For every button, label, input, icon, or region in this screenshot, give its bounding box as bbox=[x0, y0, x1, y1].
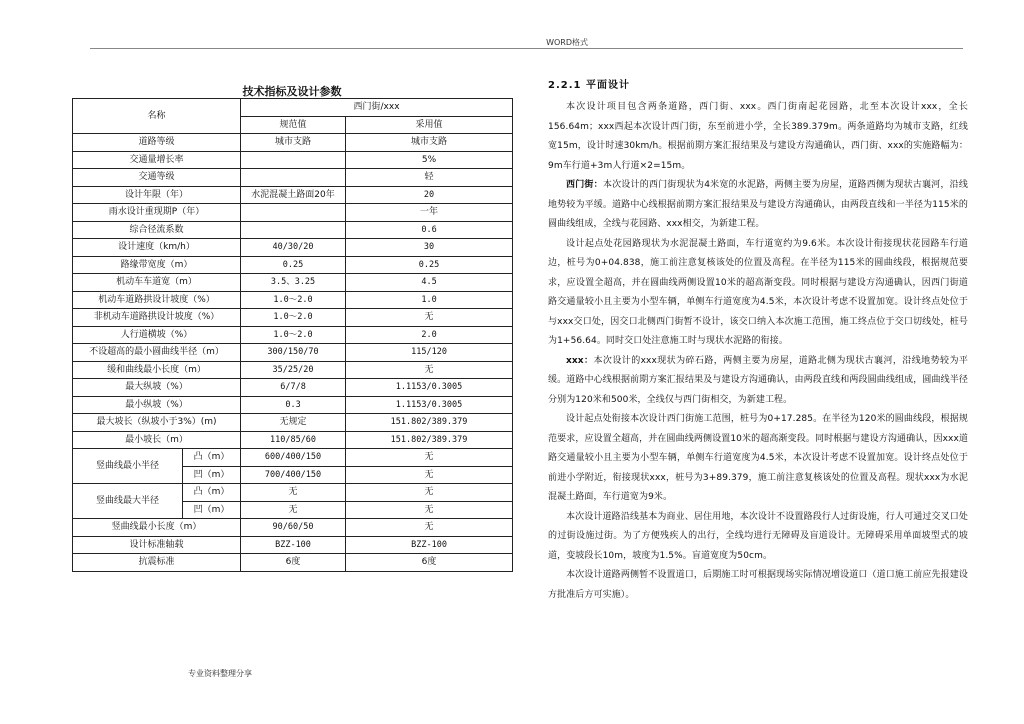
section-title: 2.2.1 平面设计 bbox=[548, 80, 630, 91]
column-header-used: 采用值 bbox=[346, 116, 513, 134]
table-row bbox=[73, 291, 513, 309]
footer-note: 专业资料整理分享 bbox=[188, 669, 252, 678]
table-row bbox=[73, 344, 513, 362]
table-row bbox=[73, 274, 513, 292]
row-spec-value bbox=[241, 151, 346, 169]
row-spec-value: 水泥混凝土路面20年 bbox=[241, 186, 346, 204]
row-used-value: 5% bbox=[346, 151, 513, 169]
row-name: 最小坡长（m） bbox=[73, 431, 241, 449]
row-used-value: 0.25 bbox=[346, 256, 513, 274]
row-subname: 凹（m） bbox=[183, 501, 241, 519]
table-row bbox=[73, 396, 513, 414]
table-row bbox=[73, 519, 513, 537]
row-used-value: 2.0 bbox=[346, 326, 513, 344]
table-title: 技术指标及设计参数 bbox=[242, 85, 342, 98]
row-spec-value: 3.5、3.25 bbox=[241, 274, 346, 292]
row-name: 机动车道路拱设计坡度（%） bbox=[73, 291, 241, 309]
row-used-value: 无 bbox=[346, 519, 513, 537]
table-row bbox=[73, 379, 513, 397]
column-header-group: 西门街/xxx bbox=[241, 99, 513, 117]
header-label: WORD格式 bbox=[546, 38, 588, 47]
row-subname: 凸（m） bbox=[183, 484, 241, 502]
row-spec-value: 300/150/70 bbox=[241, 344, 346, 362]
row-name: 雨水设计重现期P（年） bbox=[73, 204, 241, 222]
row-used-value: 1.1153/0.3005 bbox=[346, 379, 513, 397]
paragraph-body: 本次设计的西门街现状为4米宽的水泥路，两侧主要为房屋，道路西侧为现状古襄河，沿线地势较为平缓。道路中心线根据前期方案汇报结果及与建设方沟通确认，由两段直线和一半径为115米的圆曲线组成，全线与花园路、xxx相交，为新建工程。 bbox=[548, 180, 968, 229]
row-spec-value bbox=[241, 221, 346, 239]
table-row bbox=[73, 536, 513, 554]
row-spec-value: 40/30/20 bbox=[241, 239, 346, 257]
table-row bbox=[73, 186, 513, 204]
row-name: 路缘带宽度（m） bbox=[73, 256, 241, 274]
paragraph-overview: 本次设计项目包含两条道路，西门街、xxx。西门街南起花园路，北至本次设计xxx，全长156.64m；xxx西起本次设计西门街，东至前进小学，全长389.379m。两条道路均为城市支路，红线宽15m，设计时速30km/h。根据前期方案汇报结果及与建设方沟通确认，西门街、xxx的实施路幅为：9m车行道+3m人行道×2=15m。 bbox=[548, 102, 968, 171]
table-row bbox=[73, 204, 513, 222]
paragraph-lead: 西门街： bbox=[566, 180, 603, 190]
row-used-value: 4.5 bbox=[346, 274, 513, 292]
row-name: 非机动车道路拱设计坡度（%） bbox=[73, 309, 241, 327]
row-name: 不设超高的最小圆曲线半径（m） bbox=[73, 344, 241, 362]
table-row bbox=[73, 431, 513, 449]
row-used-value: 151.802/389.379 bbox=[346, 414, 513, 432]
row-spec-value: 城市支路 bbox=[241, 134, 346, 152]
row-spec-value: 无规定 bbox=[241, 414, 346, 432]
row-subname: 凹（m） bbox=[183, 466, 241, 484]
row-used-value: 无 bbox=[346, 449, 513, 467]
row-used-value: 6度 bbox=[346, 554, 513, 572]
row-subname: 凸（m） bbox=[183, 449, 241, 467]
table-header-row-1 bbox=[73, 99, 513, 117]
row-name: 综合径流系数 bbox=[73, 221, 241, 239]
row-name: 最小纵坡（%） bbox=[73, 396, 241, 414]
row-spec-value: 1.0～2.0 bbox=[241, 309, 346, 327]
column-header-name: 名称 bbox=[73, 99, 241, 134]
paragraph-ximenjie bbox=[548, 176, 968, 235]
row-spec-value: 90/60/50 bbox=[241, 519, 346, 537]
paragraph-body: 本次设计的xxx现状为碎石路，两侧主要为房屋，道路北侧为现状古襄河，沿线地势较为平缓。道路中心线根据前期方案汇报结果及与建设方沟通确认，由两段直线和两段圆曲线组成，圆曲线半径分别为120米和500米，全线仅与西门街相交，为新建工程。 bbox=[548, 355, 968, 405]
row-used-value: 115/120 bbox=[346, 344, 513, 362]
row-used-value: 城市支路 bbox=[346, 134, 513, 152]
row-used-value: 151.802/389.379 bbox=[346, 431, 513, 449]
row-name: 抗震标准 bbox=[73, 554, 241, 572]
row-used-value: 0.6 bbox=[346, 221, 513, 239]
row-spec-value: 110/85/60 bbox=[241, 431, 346, 449]
row-name: 最大纵坡（%） bbox=[73, 379, 241, 397]
row-used-value: BZZ-100 bbox=[346, 536, 513, 554]
row-spec-value: 6/7/8 bbox=[241, 379, 346, 397]
table-row bbox=[73, 239, 513, 257]
row-spec-value: 1.0～2.0 bbox=[241, 291, 346, 309]
table-row bbox=[73, 484, 513, 502]
row-name: 最大坡长（纵坡小于3%）(m) bbox=[73, 414, 241, 432]
row-spec-value: 600/400/150 bbox=[241, 449, 346, 467]
paragraph-ximenjie-start: 设计起点处花园路现状为水泥混凝土路面，车行道宽约为9.6米。本次设计衔接现状花园路车行道边，桩号为0+04.838，施工前注意复核该处的位置及高程。在半径为115米的圆曲线段，根据规范要求，应设置全超高，并在圆曲线两侧设置10米的超高渐变段。同时根据与建设方沟通确认，因西门街道路交通量较小且主要为小型车辆，单侧车行道宽度为4.5米，本次设计考虑不设置加宽。设计终点处位于与xxx交口处，因交口北侧西门街暂不设计，该交口纳入本次施工范围，施工终点位于交口切线处，桩号为1+56.64。同时交口处注意施工时与现状水泥路的衔接。 bbox=[548, 238, 968, 346]
table-row bbox=[73, 449, 513, 467]
row-used-value: 1.0 bbox=[346, 291, 513, 309]
paragraph-xxx bbox=[548, 352, 968, 411]
row-used-value: 无 bbox=[346, 484, 513, 502]
table-row bbox=[73, 554, 513, 572]
row-name: 交通量增长率 bbox=[73, 151, 241, 169]
row-used-value: 1.1153/0.3005 bbox=[346, 396, 513, 414]
column-header-spec: 规范值 bbox=[241, 116, 346, 134]
row-used-value: 30 bbox=[346, 239, 513, 257]
table-row bbox=[73, 256, 513, 274]
parameters-table bbox=[72, 98, 513, 572]
row-spec-value: 6度 bbox=[241, 554, 346, 572]
row-used-value: 无 bbox=[346, 466, 513, 484]
row-spec-value: 0.3 bbox=[241, 396, 346, 414]
table-row bbox=[73, 221, 513, 239]
row-used-value: 无 bbox=[346, 501, 513, 519]
row-name: 设计标准轴载 bbox=[73, 536, 241, 554]
row-spec-value: 35/25/20 bbox=[241, 361, 346, 379]
row-spec-value bbox=[241, 169, 346, 187]
paragraph-accessibility: 本次设计道路沿线基本为商业、居住用地，本次设计不设置路段行人过街设施，行人可通过交叉口处的过街设施过街。为了方便残疾人的出行，全线均进行无障碍及盲道设计。无障碍采用单面坡型式的坡道，变坡段长10m，坡度为1.5%。盲道宽度为50cm。 bbox=[548, 511, 968, 561]
table-row bbox=[73, 134, 513, 152]
table-row bbox=[73, 309, 513, 327]
row-spec-value bbox=[241, 204, 346, 222]
row-name: 缓和曲线最小长度（m） bbox=[73, 361, 241, 379]
table-row bbox=[73, 326, 513, 344]
row-spec-value: 0.25 bbox=[241, 256, 346, 274]
row-name: 竖曲线最小半径 bbox=[73, 449, 183, 484]
row-name: 设计速度（km/h） bbox=[73, 239, 241, 257]
table-row bbox=[73, 414, 513, 432]
row-spec-value: 700/400/150 bbox=[241, 466, 346, 484]
row-spec-value: 1.0～2.0 bbox=[241, 326, 346, 344]
table-row bbox=[73, 169, 513, 187]
row-name: 设计年限（年） bbox=[73, 186, 241, 204]
paragraph-access-points: 本次设计道路两侧暂不设置道口，后期施工时可根据现场实际情况增设道口（道口施工前应先报建设方批准后方可实施）。 bbox=[548, 570, 968, 600]
table-row bbox=[73, 151, 513, 169]
plan-design-section bbox=[548, 76, 968, 605]
row-name: 人行道横坡（%） bbox=[73, 326, 241, 344]
paragraph-lead: xxx： bbox=[566, 355, 594, 366]
row-name: 交通等级 bbox=[73, 169, 241, 187]
table-row bbox=[73, 361, 513, 379]
row-name: 竖曲线最小长度（m） bbox=[73, 519, 241, 537]
row-spec-value: 无 bbox=[241, 501, 346, 519]
paragraph-xxx-start: 设计起点处衔接本次设计西门街施工范围，桩号为0+17.285。在半径为120米的圆曲线段，根据规范要求，应设置全超高，并在圆曲线两侧设置10米的超高渐变段。同时根据与建设方沟通确认，因xxx道路交通量较小且主要为小型车辆，单侧车行道宽度为4.5米，本次设计考虑不设置加宽。设计终点处位于前进小学附近，衔接现状xxx，桩号为3+89.379，施工前注意复核该处的位置及高程。现状xxx为水泥混凝土路面，车行道宽为9米。 bbox=[548, 414, 968, 502]
row-used-value: 无 bbox=[346, 361, 513, 379]
row-used-value: 轻 bbox=[346, 169, 513, 187]
row-name: 道路等级 bbox=[73, 134, 241, 152]
row-name: 竖曲线最大半径 bbox=[73, 484, 183, 519]
header-divider bbox=[90, 48, 963, 49]
row-used-value: 一年 bbox=[346, 204, 513, 222]
row-name: 机动车车道宽（m） bbox=[73, 274, 241, 292]
row-spec-value: BZZ-100 bbox=[241, 536, 346, 554]
row-spec-value: 无 bbox=[241, 484, 346, 502]
row-used-value: 无 bbox=[346, 309, 513, 327]
row-used-value: 20 bbox=[346, 186, 513, 204]
